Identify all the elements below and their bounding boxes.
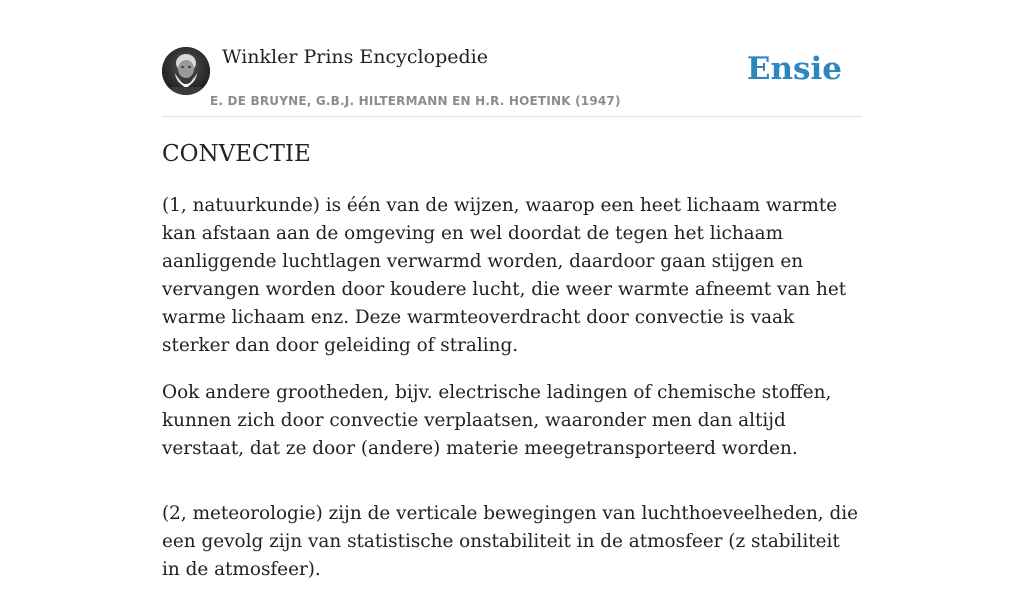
- paragraph: Ook andere grootheden, bijv. electrische ladingen of chemische stoffen, kunnen zich door convectie verplaatsen, waaronder men dan altijd verstaat, dat ze door (andere) materie meegetransporteerd worden.: [162, 382, 832, 459]
- page: [162, 0, 862, 580]
- avatar[interactable]: [162, 47, 210, 95]
- brand-logo[interactable]: Ensie: [746, 51, 842, 87]
- portrait-photo-icon: [162, 47, 210, 95]
- authors: E. DE BRUYNE, G.B.J. HILTERMANN EN H.R. HOETINK (1947): [210, 94, 621, 108]
- entry-title: CONVECTIE: [162, 141, 311, 167]
- article-body: [162, 192, 862, 603]
- paragraph: (2, meteorologie) zijn de verticale bewegingen van luchthoeveelheden, die een gevolg zijn van statistische onstabiliteit in de atmosfeer (z stabiliteit in de atmosfeer).: [162, 503, 859, 580]
- header: [162, 0, 862, 117]
- paragraph: (1, natuurkunde) is één van de wijzen, waarop een heet lichaam warmte kan afstaan aan de omgeving en wel doordat de tegen het lichaam aanliggende luchtlagen verwarmd worden, daardoor gaan stijgen en vervangen worden door koudere lucht, die weer warmte afneemt van het warme lichaam enz. Deze warmteoverdracht door convectie is vaak sterker dan door geleiding of straling.: [162, 195, 847, 356]
- book-title[interactable]: Winkler Prins Encyclopedie: [222, 46, 488, 68]
